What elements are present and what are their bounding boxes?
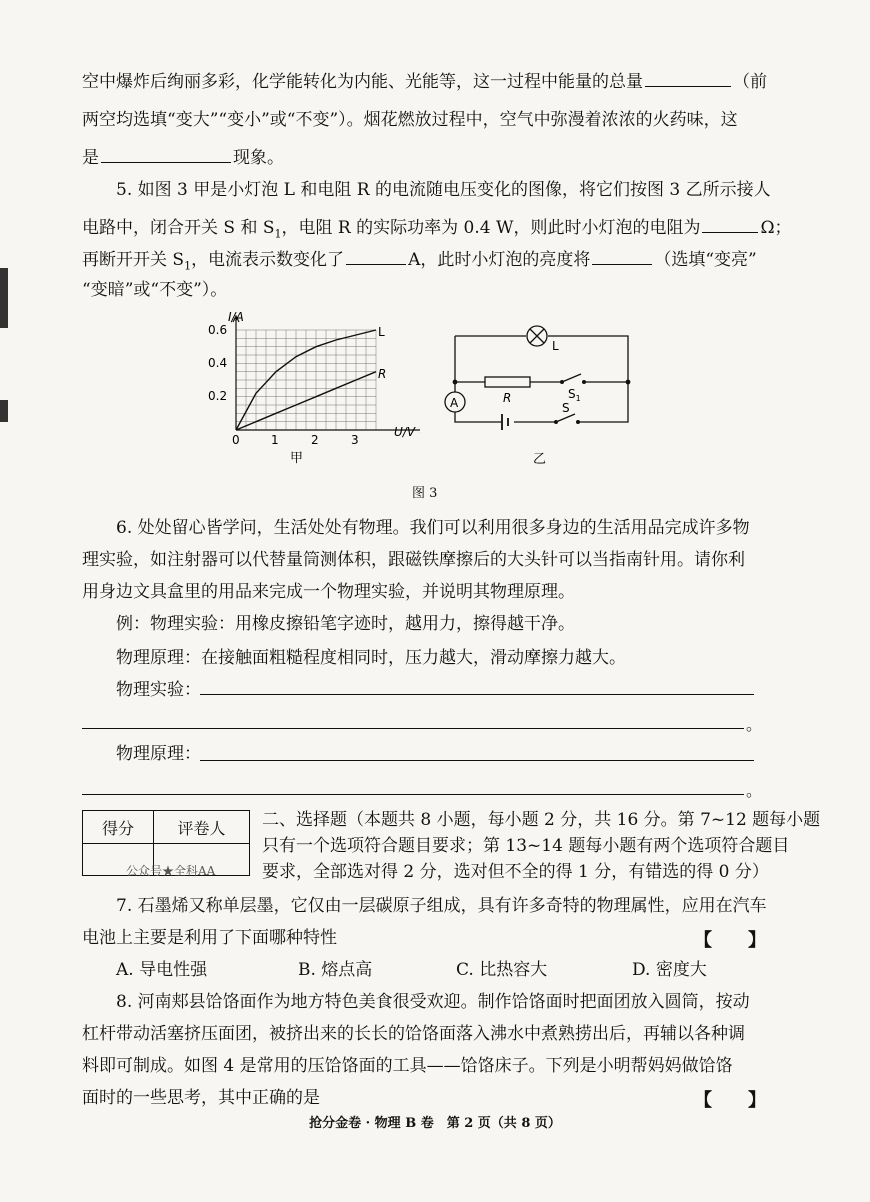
q7-line-1: 7. 石墨烯又称单层墨，它仅由一层碳原子组成，具有许多奇特的物理属性，应用在汽车 [116, 896, 767, 916]
q5-line-4: “变暗”或“不变”）。 [82, 280, 228, 300]
circuit-label: 乙 [533, 452, 547, 467]
switch-s-label: S [562, 401, 570, 415]
period: 。 [746, 781, 763, 800]
q6-example-2: 物理原理：在接触面粗糙程度相同时，压力越大，滑动摩擦力越大。 [116, 648, 626, 668]
q5-line-1: 5. 如图 3 甲是小灯泡 L 和电阻 R 的电流随电压变化的图像，将它们按图 3 乙所示接人 [116, 180, 771, 200]
experiment-answer-line[interactable] [200, 694, 754, 695]
text: （前 [733, 72, 767, 92]
y-tick: 0.6 [208, 323, 228, 337]
grader-header: 评卷人 [177, 819, 226, 838]
switch-contact [560, 380, 564, 384]
answer-blank[interactable] [101, 142, 231, 163]
principle-answer-line[interactable] [82, 794, 744, 795]
text: 现象。 [233, 148, 284, 168]
q6-experiment-label: 物理实验： [116, 680, 201, 700]
y-axis [233, 316, 239, 430]
resistor-icon [485, 377, 530, 387]
junction-dot [453, 380, 458, 385]
text: 是 [82, 148, 99, 168]
y-tick: 0.4 [208, 356, 228, 370]
text: ，电流表示数变化了 [191, 250, 345, 270]
period: 。 [746, 715, 763, 734]
answer-blank[interactable] [645, 66, 731, 87]
q4-line-2: 两空均选填“变大”“变小”或“不变”）。烟花燃放过程中，空气中弥漫着浓浓的火药味，这 [82, 110, 738, 130]
x-tick: 1 [271, 433, 279, 447]
switch-contact [582, 380, 586, 384]
q8-line-4: 面时的一些思考，其中正确的是 [82, 1088, 320, 1108]
q6-line-3: 用身边文具盒里的用品来完成一个物理实验，并说明其物理原理。 [82, 582, 575, 602]
lamp-icon [530, 329, 544, 343]
graph-axes [233, 316, 420, 433]
experiment-answer-line[interactable] [82, 728, 744, 729]
x-tick: 2 [311, 433, 319, 447]
q6-example-1: 例：物理实验：用橡皮擦铅笔字迹时，越用力，擦得越干净。 [116, 614, 575, 634]
subscript: 1 [184, 259, 192, 273]
section-2-line-2: 只有一个选项符合题目要求；第 13~14 题每小题有两个选项符合题目 [262, 836, 790, 856]
answer-bracket[interactable]: 【 】 [694, 1090, 766, 1111]
battery-icon [502, 414, 508, 430]
binding-edge-mark [0, 268, 8, 328]
x-axis-label: U/V [394, 425, 416, 439]
text: 空中爆炸后绚丽多彩，化学能转化为内能、光能等，这一过程中能量的总量 [82, 72, 643, 92]
figure-3-circuit [440, 322, 640, 467]
section-2-line-1: 二、选择题（本题共 8 小题，每小题 2 分，共 16 分。第 7~12 题每小题 [262, 810, 821, 830]
circuit-wire [455, 336, 628, 422]
section-2-line-3: 要求，全部选对得 2 分，选对但不全的得 1 分，有错选的得 0 分） [262, 862, 769, 882]
q6-principle-label: 物理原理： [116, 744, 201, 764]
curve-L-label: L [378, 325, 385, 339]
curve-R-label: R [378, 367, 387, 381]
q4-line-1 [82, 66, 767, 96]
switch-s1-label: $S_1$ [568, 387, 581, 403]
graph-label: 甲 [290, 451, 304, 466]
text: Ω； [760, 218, 792, 238]
y-axis-label: I/A [228, 310, 244, 324]
text: ，电阻 R 的实际功率为 0.4 W，则此时小灯泡的电阻为 [281, 218, 701, 238]
subscript: 1 [274, 227, 282, 241]
junction-dot [626, 380, 631, 385]
q8-line-3: 料即可制成。如图 4 是常用的压饸饹面的工具——饸饹床子。下列是小明帮妈妈做饸饹 [82, 1056, 733, 1076]
switch-s1-icon [562, 374, 581, 382]
q7-option-a[interactable]: A. 导电性强 [116, 960, 208, 980]
q4-line-3 [82, 142, 762, 172]
figure-caption: 图 3 [412, 486, 438, 501]
answer-blank[interactable] [702, 212, 758, 233]
watermark: 公众号★全科AA [126, 864, 216, 878]
switch-s-icon [556, 414, 575, 422]
answer-bracket[interactable]: 【 】 [694, 930, 766, 951]
table-divider [83, 843, 249, 844]
y-tick: 0.2 [208, 389, 228, 403]
q8-line-1: 8. 河南郏县饸饹面作为地方特色美食很受欢迎。制作饸饹面时把面团放入圆筒，按动 [116, 992, 750, 1012]
q7-option-b[interactable]: B. 熔点高 [298, 960, 373, 980]
text: 电路中，闭合开关 S 和 S [82, 218, 275, 238]
q6-line-1: 6. 处处留心皆学问，生活处处有物理。我们可以利用很多身边的生活用品完成许多物 [116, 518, 750, 538]
figure-3-graph [200, 306, 420, 466]
q8-line-2: 杠杆带动活塞挤压面团，被挤出来的长长的饸饹面落入沸水中煮熟捞出后，再辅以各种调 [82, 1024, 745, 1044]
binding-edge-mark [0, 400, 8, 422]
principle-answer-line[interactable] [200, 760, 754, 761]
x-axis [236, 427, 420, 433]
text: （选填“变亮” [654, 250, 757, 270]
lamp-label: L [552, 339, 559, 353]
page-footer: 抢分金卷 · 物理 B 卷 第 2 页（共 8 页） [309, 1116, 561, 1131]
q7-line-2: 电池上主要是利用了下面哪种特性 [82, 928, 337, 948]
q5-line-2 [82, 212, 792, 248]
resistor-label: R [503, 391, 512, 405]
answer-blank[interactable] [346, 244, 406, 265]
score-header: 得分 [101, 819, 134, 838]
x-tick: 3 [351, 433, 359, 447]
text: 再断开开关 S [82, 250, 185, 270]
ammeter-label: A [450, 396, 459, 410]
q6-line-2: 理实验，如注射器可以代替量筒测体积，跟磁铁摩擦后的大头针可以当指南针用。请你利 [82, 550, 745, 570]
q7-option-c[interactable]: C. 比热容大 [456, 960, 548, 980]
x-tick: 0 [232, 433, 240, 447]
answer-blank[interactable] [592, 244, 652, 265]
switch-contact [554, 420, 558, 424]
q5-line-3 [82, 244, 762, 280]
text: A，此时小灯泡的亮度将 [408, 250, 591, 270]
switch-contact [576, 420, 580, 424]
q7-option-d[interactable]: D. 密度大 [632, 960, 707, 980]
